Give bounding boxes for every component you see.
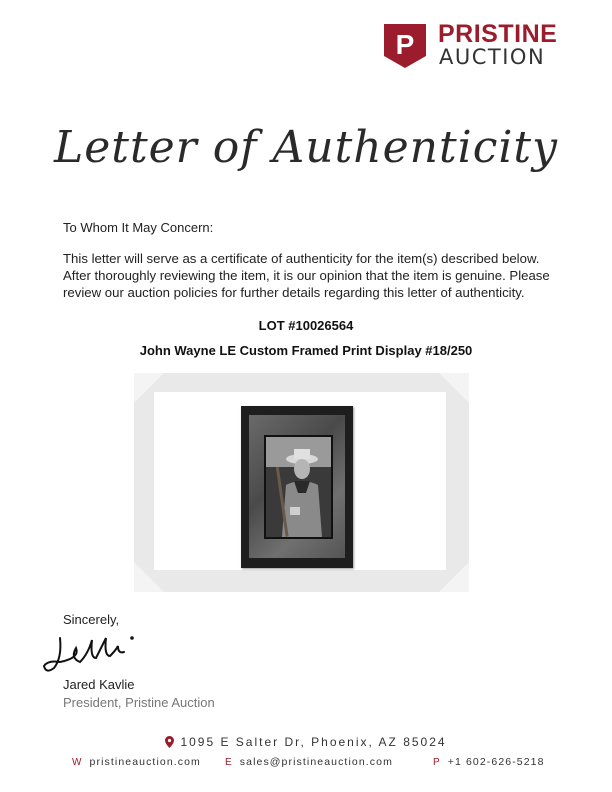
pristine-auction-logo [382, 22, 582, 72]
signer-title: President, Pristine Auction [63, 695, 215, 710]
item-title: John Wayne LE Custom Framed Print Display #18/250 [139, 343, 473, 358]
svg-text:P: P [395, 29, 415, 60]
address-text: 1095 E Salter Dr, Phoenix, AZ 85024 [180, 735, 447, 749]
website-label: W [72, 757, 83, 768]
signer-name: Jared Kavlie [63, 677, 135, 692]
phone-label: P [433, 757, 441, 768]
footer-email[interactable] [225, 756, 393, 768]
location-pin-icon [165, 736, 174, 748]
email-text[interactable]: sales@pristineauction.com [239, 756, 393, 768]
phone-text[interactable]: +1 602-626-5218 [447, 756, 545, 768]
letter-body: This letter will serve as a certificate of authenticity for the item(s) described below. After thoroughly reviewing the item, it is our opinion that the item is genuine. Please review our auction policies for further details regarding this letter of authenticity. [63, 251, 550, 300]
john-wayne-photo [264, 435, 333, 539]
logo-word-auction: AUCTION [439, 45, 546, 69]
lot-number: LOT #10026564 [258, 318, 354, 333]
print-mat [249, 415, 345, 558]
email-label: E [225, 757, 233, 768]
footer-website[interactable] [72, 756, 201, 768]
logo-shield-icon [382, 22, 428, 70]
signature-image [40, 628, 140, 678]
salutation: To Whom It May Concern: [63, 220, 214, 235]
logo-word-pristine: PRISTINE [438, 20, 558, 48]
closing: Sincerely, [63, 612, 120, 627]
framed-print [241, 406, 353, 568]
website-text[interactable]: pristineauction.com [89, 756, 201, 768]
footer-address [0, 735, 612, 749]
letter-title: Letter of Authenticity [54, 122, 558, 173]
footer-phone[interactable] [433, 756, 545, 768]
